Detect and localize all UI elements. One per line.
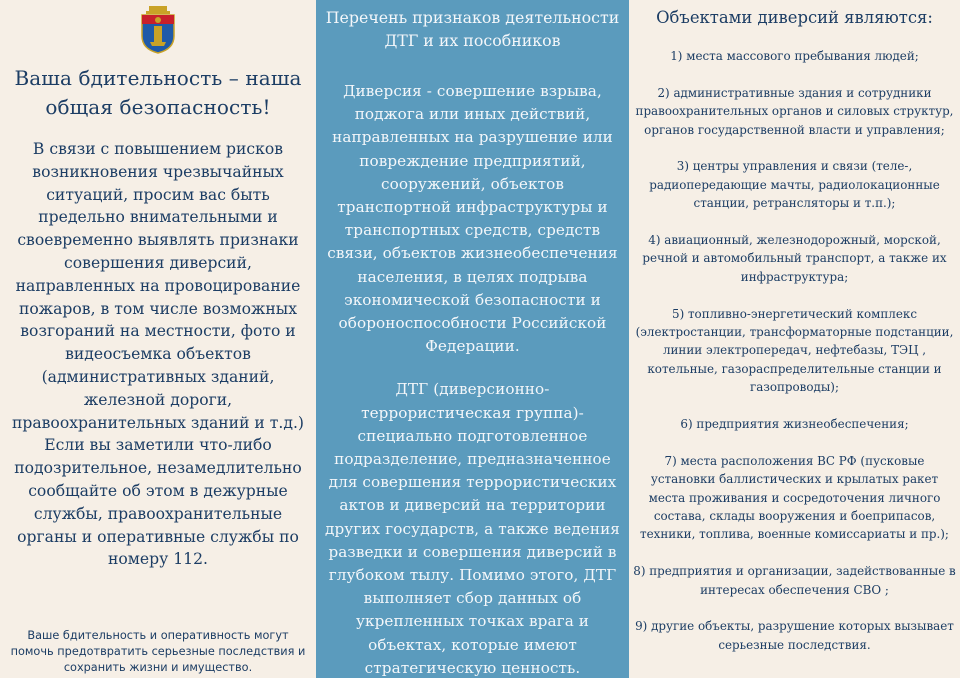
coat-of-arms-icon	[140, 6, 176, 54]
sabotage-definition: Диверсия - совершение взрыва, поджога или иных действий, направленных на разрушение или повреждение предприятий, сооружений, объектов транспортной инфраструктуры и транспортных средств, средств связи, объектов жизнеобеспечения населения, в целях подрыва экономической безопасности и обороноспособности Российской Федерации.	[327, 82, 618, 356]
dtg-definition: ДТГ (диверсионно-террористическая группа)- специально подготовленное подразделение, предназначенное для совершения террористических актов и диверсий на территории других государств, а также ведения разведки и совершения диверсий в глубоком тылу. Помимо этого, ДТГ выполняет сбор данных об укрепленных точках врага и объектах, которые имеют стратегическую ценность.	[325, 380, 620, 677]
dtg-signs-heading: Перечень признаков деятельности ДТГ и их пособников	[325, 8, 620, 50]
list-item: 2) административные здания и сотрудники правоохранительных органов и силовых структур, органов государственной власти и управления;	[635, 85, 954, 137]
list-item: 3) центры управления и связи (теле-, радиопередающие мачты, радиолокационные станции, ретрансляторы и т.п.);	[649, 159, 940, 211]
list-item: 7) места расположения ВС РФ (пусковые установки баллистических и крылатых ракет места проживания и сосредоточения личного состава, склады вооружения и боеприпасов, техники, топлива, военные комиссариаты и пр.);	[640, 453, 949, 542]
list-item: 5) топливно-энергетический комплекс (электростанции, трансформаторные подстанции, линии электропередач, нефтебазы, ТЭЦ , котельные, газораспределительные станции и газопроводы);	[635, 306, 954, 395]
list-item: 6) предприятия жизнеобеспечения;	[680, 417, 909, 432]
sabotage-targets-heading: Объектами диверсий являются:	[656, 8, 933, 27]
right-column	[629, 0, 960, 678]
list-item: 4) авиационный, железнодорожный, морской, речной и автомобильный транспорт, а также их инфраструктура;	[642, 233, 947, 284]
sabotage-targets-list	[633, 47, 956, 654]
appeal-footer: Ваше бдительность и оперативность могут помочь предотвратить серьезные последствия и сохранить жизни и имущество.	[10, 629, 306, 674]
appeal-heading: Ваша бдительность – наша общая безопасность!	[14, 66, 302, 119]
middle-column	[316, 0, 629, 678]
list-item: 8) предприятия и организации, задействованные в интересах обеспечения СВО ;	[633, 564, 956, 597]
left-column	[0, 0, 316, 678]
list-item: 9) другие объекты, разрушение которых вызывает серьезные последствия.	[635, 619, 954, 652]
appeal-text: В связи с повышением рисков возникновения чрезвычайных ситуаций, просим вас быть предельно внимательными и своевременно выявлять признаки совершения диверсий, направленных на провоцирование пожаров, в том числе возможных возгораний на местности, фото и видеосъемка объектов (административных зданий, железной дороги, правоохранительных зданий и т.д.) Если вы заметили что-либо подозрительное, незамедлительно сообщайте об этом в дежурные службы, правоохранительные органы и оперативные службы по номеру 112.	[11, 140, 304, 569]
list-item: 1) места массового пребывания людей;	[670, 49, 919, 63]
